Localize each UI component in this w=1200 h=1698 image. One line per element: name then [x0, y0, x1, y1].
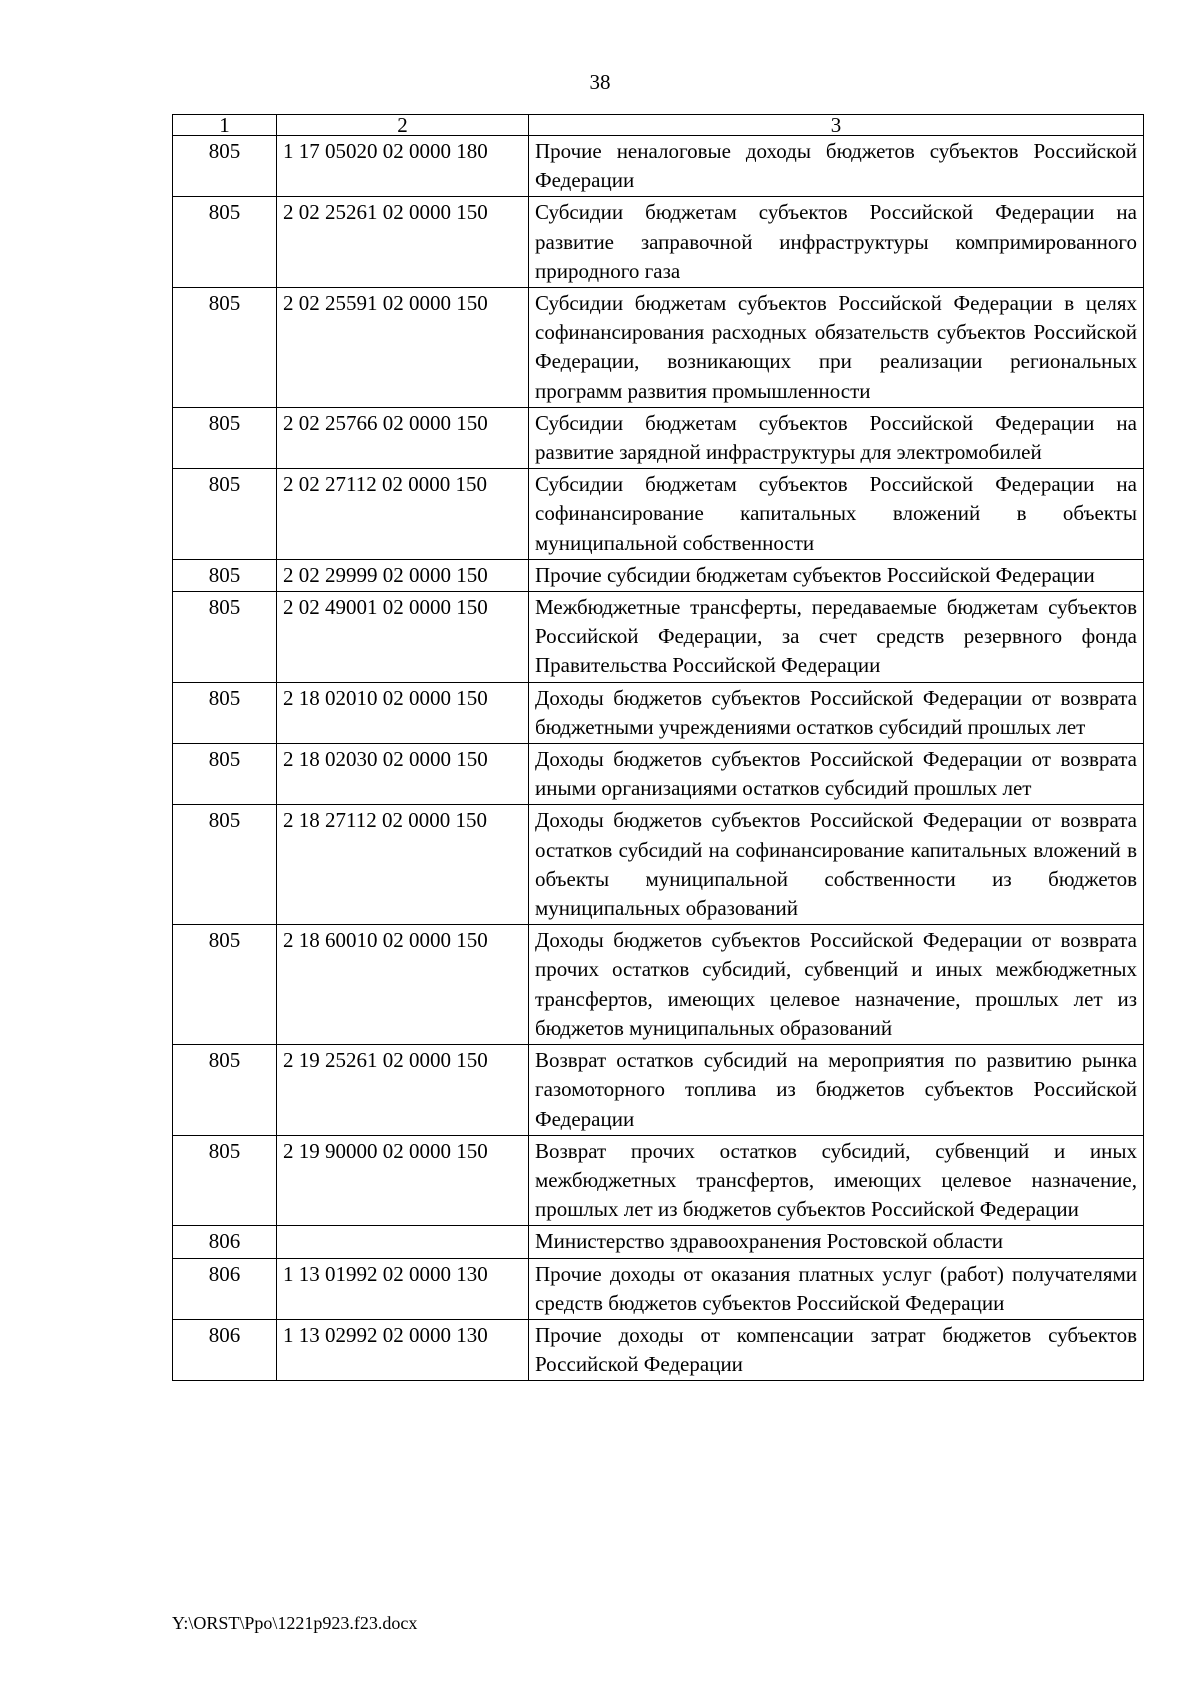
revenue-description-cell: Доходы бюджетов субъектов Российской Федерации от возврата бюджетными учреждениями остатков субсидий прошлых лет: [529, 682, 1144, 743]
table-row: [173, 559, 1144, 591]
admin-code-cell: 805: [173, 197, 277, 288]
revenue-description-cell: Министерство здравоохранения Ростовской области: [529, 1226, 1144, 1258]
admin-code-cell: 805: [173, 744, 277, 805]
revenue-code-cell: 1 13 01992 02 0000 130: [277, 1258, 529, 1319]
admin-code-cell: 805: [173, 682, 277, 743]
table-row: [173, 288, 1144, 408]
column-header-1: 1: [173, 115, 277, 136]
revenue-description-cell: Субсидии бюджетам субъектов Российской Федерации на развитие заправочной инфраструктуры компримированного природного газа: [529, 197, 1144, 288]
column-header-3: 3: [529, 115, 1144, 136]
revenue-code-cell: 2 18 02010 02 0000 150: [277, 682, 529, 743]
revenue-code-cell: 2 18 02030 02 0000 150: [277, 744, 529, 805]
table-row: [173, 197, 1144, 288]
revenue-code-cell: [277, 1226, 529, 1258]
revenue-code-cell: 1 13 02992 02 0000 130: [277, 1319, 529, 1380]
admin-code-cell: 806: [173, 1258, 277, 1319]
table-body: [173, 115, 1144, 1381]
table-row: [173, 1226, 1144, 1258]
admin-code-cell: 805: [173, 288, 277, 408]
revenue-description-cell: Субсидии бюджетам субъектов Российской Федерации на развитие зарядной инфраструктуры для электромобилей: [529, 407, 1144, 468]
table-row: [173, 136, 1144, 197]
table-header-row: [173, 115, 1144, 136]
revenue-description-cell: Прочие субсидии бюджетам субъектов Российской Федерации: [529, 559, 1144, 591]
revenue-code-cell: 2 18 27112 02 0000 150: [277, 805, 529, 925]
revenue-code-cell: 1 17 05020 02 0000 180: [277, 136, 529, 197]
table-row: [173, 407, 1144, 468]
revenue-description-cell: Прочие неналоговые доходы бюджетов субъектов Российской Федерации: [529, 136, 1144, 197]
revenue-description-cell: Субсидии бюджетам субъектов Российской Федерации в целях софинансирования расходных обязательств субъектов Российской Федерации, возникающих при реализации региональных программ развития промышленности: [529, 288, 1144, 408]
table-row: [173, 1135, 1144, 1226]
admin-code-cell: 805: [173, 592, 277, 683]
revenue-code-cell: 2 02 27112 02 0000 150: [277, 469, 529, 560]
admin-code-cell: 805: [173, 469, 277, 560]
revenue-description-cell: Субсидии бюджетам субъектов Российской Федерации на софинансирование капитальных вложений в объекты муниципальной собственности: [529, 469, 1144, 560]
table-row: [173, 744, 1144, 805]
admin-code-cell: 805: [173, 1045, 277, 1136]
table-row: [173, 805, 1144, 925]
admin-code-cell: 805: [173, 407, 277, 468]
revenue-description-cell: Прочие доходы от компенсации затрат бюджетов субъектов Российской Федерации: [529, 1319, 1144, 1380]
revenue-code-cell: 2 19 90000 02 0000 150: [277, 1135, 529, 1226]
page-number: 38: [589, 70, 611, 94]
admin-code-cell: 805: [173, 805, 277, 925]
table-row: [173, 1045, 1144, 1136]
table-row: [173, 1258, 1144, 1319]
revenue-description-cell: Межбюджетные трансферты, передаваемые бюджетам субъектов Российской Федерации, за счет средств резервного фонда Правительства Российской Федерации: [529, 592, 1144, 683]
table-row: [173, 682, 1144, 743]
admin-code-cell: 805: [173, 559, 277, 591]
admin-code-cell: 805: [173, 136, 277, 197]
revenue-code-cell: 2 02 25591 02 0000 150: [277, 288, 529, 408]
admin-code-cell: 806: [173, 1319, 277, 1380]
revenue-code-cell: 2 02 25261 02 0000 150: [277, 197, 529, 288]
admin-code-cell: 805: [173, 925, 277, 1045]
admin-code-cell: 806: [173, 1226, 277, 1258]
revenue-code-cell: 2 02 25766 02 0000 150: [277, 407, 529, 468]
column-header-2: 2: [277, 115, 529, 136]
revenue-description-cell: Прочие доходы от оказания платных услуг (работ) получателями средств бюджетов субъектов Российской Федерации: [529, 1258, 1144, 1319]
revenue-code-cell: 2 19 25261 02 0000 150: [277, 1045, 529, 1136]
revenue-codes-table: [172, 114, 1144, 1381]
revenue-code-cell: 2 02 29999 02 0000 150: [277, 559, 529, 591]
revenue-description-cell: Доходы бюджетов субъектов Российской Федерации от возврата прочих остатков субсидий, субвенций и иных межбюджетных трансфертов, имеющих целевое назначение, прошлых лет из бюджетов муниципальных образований: [529, 925, 1144, 1045]
table-row: [173, 592, 1144, 683]
table-row: [173, 925, 1144, 1045]
table-row: [173, 469, 1144, 560]
file-path-footer: Y:\ORST\Ppo\1221p923.f23.docx: [172, 1613, 418, 1633]
table-row: [173, 1319, 1144, 1380]
revenue-code-cell: 2 02 49001 02 0000 150: [277, 592, 529, 683]
revenue-description-cell: Доходы бюджетов субъектов Российской Федерации от возврата иными организациями остатков субсидий прошлых лет: [529, 744, 1144, 805]
revenue-description-cell: Возврат остатков субсидий на мероприятия по развитию рынка газомоторного топлива из бюджетов субъектов Российской Федерации: [529, 1045, 1144, 1136]
revenue-description-cell: Доходы бюджетов субъектов Российской Федерации от возврата остатков субсидий на софинансирование капитальных вложений в объекты муниципальной собственности из бюджетов муниципальных образований: [529, 805, 1144, 925]
admin-code-cell: 805: [173, 1135, 277, 1226]
revenue-code-cell: 2 18 60010 02 0000 150: [277, 925, 529, 1045]
revenue-description-cell: Возврат прочих остатков субсидий, субвенций и иных межбюджетных трансфертов, имеющих целевое назначение, прошлых лет из бюджетов субъектов Российской Федерации: [529, 1135, 1144, 1226]
